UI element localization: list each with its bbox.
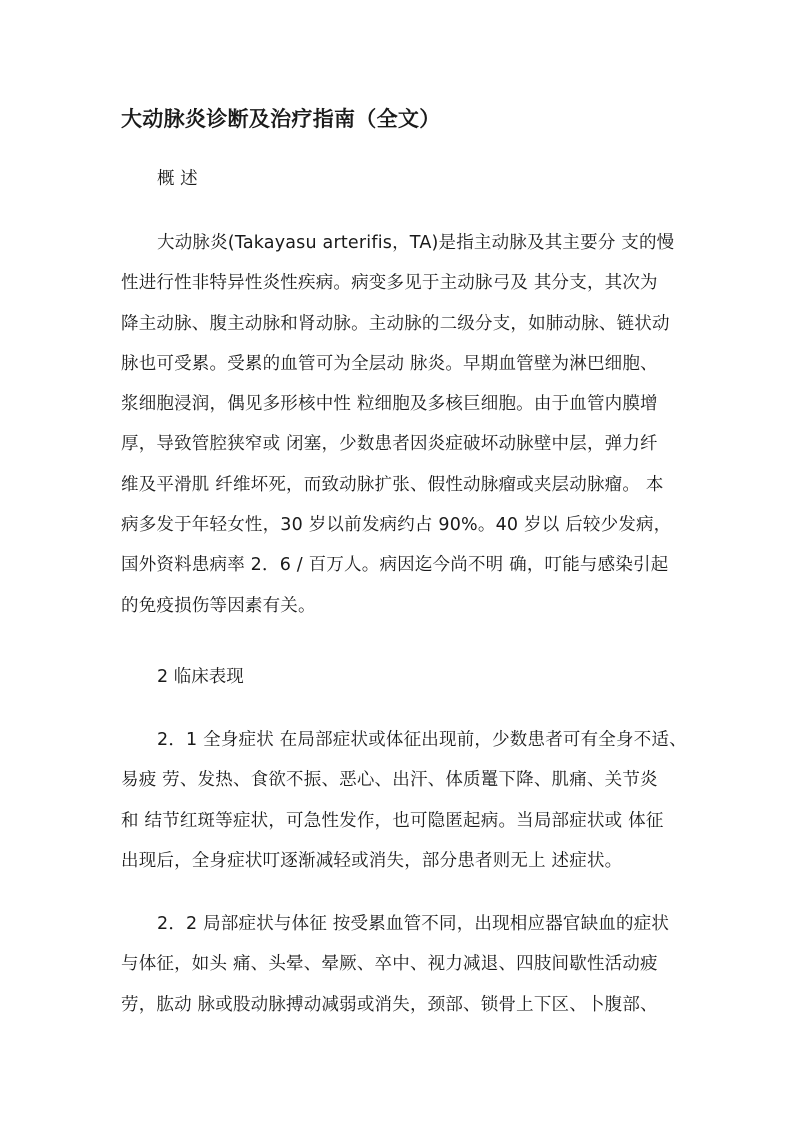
paragraph-line: 和 结节红斑等症状，可急性发作，也可隐匿起病。当局部症状或 体征 (121, 810, 664, 831)
paragraph-line: 脉也可受累。受累的血管可为全层动 脉炎。早期血管壁为淋巴细胞、 (121, 353, 658, 374)
document-title: 大动脉炎诊断及治疗指南（全文） (121, 107, 441, 131)
paragraph-line: 维及平滑肌 纤维坏死，而致动脉扩张、假性动脉瘤或夹层动脉瘤。 本 (121, 474, 664, 495)
paragraph-line: 2．2 局部症状与体征 按受累血管不同，出现相应器官缺血的症状 (157, 914, 670, 934)
section-2-1-paragraph (121, 720, 687, 881)
section-2-2-paragraph (121, 904, 681, 1025)
paragraph-line: 的免疫损伤等因素有关。 (121, 595, 316, 616)
paragraph-line: 与体征，如头 痛、头晕、晕厥、卒中、视力减退、四肢间歇性活动疲 (121, 954, 658, 975)
section-2-heading: 2 临床表现 (157, 667, 244, 687)
paragraph-line: 2．1 全身症状 在局部症状或体征出现前，少数患者可有全身不适、 (157, 730, 687, 750)
overview-heading: 概 述 (157, 169, 198, 189)
paragraph-line: 易疲 劳、发热、食欲不振、恶心、出汗、体质鼍下降、肌痛、关节炎 (121, 770, 658, 791)
paragraph-line: 病多发于年轻女性，30 岁以前发病约占 90%。40 岁以 后较少发病， (121, 515, 672, 536)
paragraph-line: 厚，导致管腔狭窄或 闭塞，少数患者因炎症破坏动脉壁中层，弹力纤 (121, 434, 658, 455)
paragraph-line: 出现后，全身症状叮逐渐减轻或消失，部分患者则无上 述症状。 (121, 850, 623, 871)
paragraph-line: 国外资料患病率 2．6 / 百万人。病因迄今尚不明 确，叮能与感染引起 (121, 555, 669, 576)
paragraph-line: 大动脉炎(Takayasu arterifis，TA)是指主动脉及其主要分 支的慢 (157, 233, 675, 253)
paragraph-line: 性进行性非特异性炎性疾病。病变多见于主动脉弓及 其分支，其次为 (121, 273, 658, 294)
paragraph-line: 浆细胞浸润，偶见多形核中性 粒细胞及多核巨细胞。由于血管内膜增 (121, 394, 658, 415)
paragraph-line: 降主动脉、腹主动脉和肾动脉。主动脉的二级分支，如肺动脉、链状动 (121, 313, 670, 334)
paragraph-line: 劳，肱动 脉或股动脉搏动减弱或消失，颈部、锁骨上下区、卜腹部、 (121, 994, 658, 1015)
overview-paragraph (121, 223, 681, 626)
